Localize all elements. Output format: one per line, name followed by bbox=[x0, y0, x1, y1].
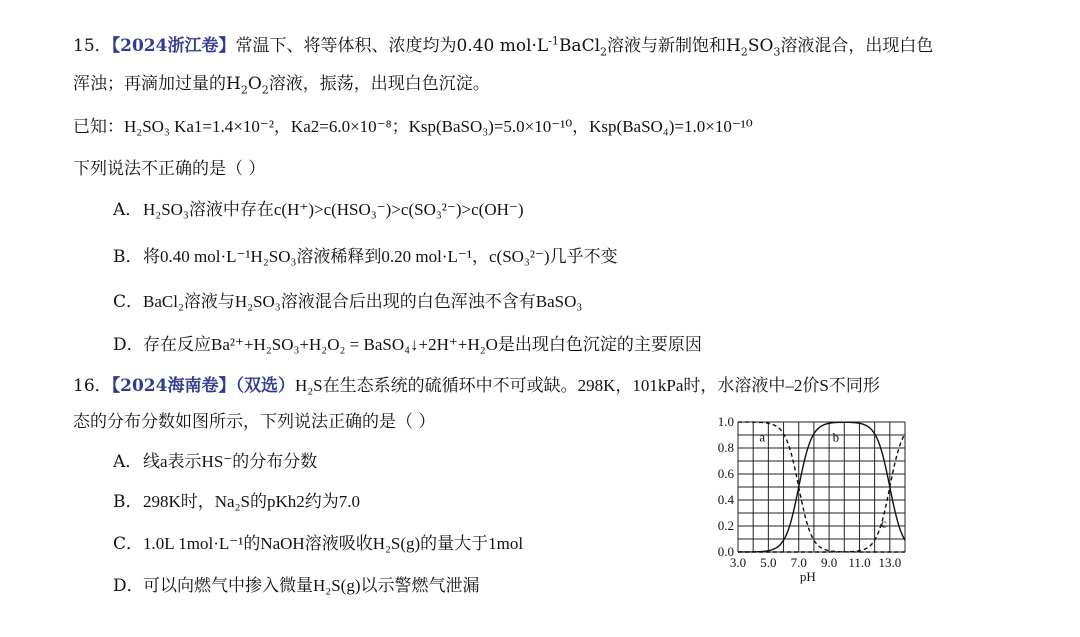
q15-known-values: H₂SO₃ Ka1=1.4×10⁻²，Ka2=6.0×10⁻⁸；Ksp(BaSO₃)=5.0×10⁻¹⁰，Ksp(BaSO₄)=1.0×10⁻¹⁰ bbox=[124, 117, 753, 136]
distribution-chart bbox=[700, 410, 930, 605]
q16-option-a bbox=[113, 450, 317, 474]
q15-option-a-text: H₂SO₃溶液中存在c(H⁺)>c(HSO₃⁻)>c(SO₃²⁻)>c(OH⁻) bbox=[143, 200, 524, 219]
q15-stem-e: 溶液混合，出现白色 bbox=[780, 36, 934, 56]
q16-stem-line1 bbox=[73, 374, 880, 398]
q15-option-d bbox=[113, 333, 702, 357]
q15-option-b-letter: B． bbox=[113, 247, 143, 267]
q16-option-b-letter: B． bbox=[113, 492, 143, 512]
q16-option-d-text: 可以向燃气中掺入微量H₂S(g)以示警燃气泄漏 bbox=[143, 576, 480, 595]
x-tick-label: 13.0 bbox=[878, 555, 902, 570]
q15-stem-sup: -1 bbox=[548, 34, 559, 48]
y-tick-label: 0.4 bbox=[717, 492, 734, 507]
y-tick-label: 0.6 bbox=[717, 466, 734, 481]
q15-option-a bbox=[113, 198, 524, 222]
q15-option-c-letter: C． bbox=[113, 292, 144, 312]
q16-stem-line2: 态的分布分数如图所示，下列说法正确的是（ ） bbox=[73, 412, 436, 432]
y-tick-label: 1.0 bbox=[717, 414, 734, 429]
series-line-c bbox=[738, 434, 905, 552]
q16-option-a-letter: A． bbox=[113, 452, 143, 472]
x-tick-label: 7.0 bbox=[790, 555, 807, 570]
q15-stem2-c: 溶液，振荡，出现白色沉淀。 bbox=[268, 74, 490, 94]
q16-option-d-letter: D． bbox=[113, 576, 144, 596]
q15-question: 下列说法不正确的是（ ） bbox=[73, 159, 266, 179]
q15-number: 15． bbox=[73, 36, 112, 56]
q15-stem-b: BaCl bbox=[558, 36, 601, 56]
q15-option-b bbox=[113, 245, 618, 269]
y-tick-label: 0.2 bbox=[717, 518, 734, 533]
chart-xlabel: pH bbox=[799, 569, 816, 584]
q15-stem-line1: 15．【2024浙江卷】常温下、将等体积、浓度均为0.40 $mol\cdot L^{-1}BaCl_2$溶液与新制饱和$H_2SO_3$溶液混合，出现白色 bbox=[73, 34, 934, 59]
q15-stem-a: 常温下、将等体积、浓度均为0.40 mol·L bbox=[235, 36, 549, 56]
q15-option-b-text: 将0.40 mol·L⁻¹H₂SO₃溶液稀释到0.20 mol·L⁻¹，c(SO₃²⁻)几乎不变 bbox=[143, 247, 618, 266]
q16-option-d bbox=[113, 574, 479, 598]
y-tick-label: 0.8 bbox=[717, 440, 734, 455]
series-label-c: c bbox=[880, 515, 887, 531]
y-tick-label: 0.0 bbox=[717, 544, 734, 559]
q16-stem-a: H₂S在生态系统的硫循环中不可或缺。298K，101kPa时，水溶液中–2价S不同形 bbox=[294, 376, 880, 395]
x-tick-label: 3.0 bbox=[729, 555, 747, 570]
q15-source: 【2024浙江卷】 bbox=[111, 36, 236, 56]
q15-stem-d: SO bbox=[747, 36, 774, 56]
q16-option-b-text: 298K时，Na₂S的pKh2约为7.0 bbox=[143, 492, 361, 511]
q16-number: 16． bbox=[73, 376, 112, 396]
q16-option-c bbox=[113, 532, 523, 556]
q16-source: 【2024海南卷】 bbox=[111, 376, 236, 396]
q16-option-c-text: 1.0L 1mol·L⁻¹的NaOH溶液吸收H₂S(g)的量大于1mol bbox=[143, 534, 524, 553]
q16-option-b bbox=[113, 490, 360, 514]
q15-stem-line2: 浑浊；再滴加过量的$H_2O_2$溶液，振荡，出现白色沉淀。 bbox=[73, 74, 490, 97]
q15-known-label: 已知： bbox=[73, 117, 124, 137]
q15-stem2-b: O bbox=[247, 74, 262, 94]
x-tick-label: 11.0 bbox=[848, 555, 871, 570]
q15-option-d-text: 存在反应Ba²⁺+H₂SO₃+H₂O₂ = BaSO₄↓+2H⁺+H₂O是出现白色沉淀的主要原因 bbox=[143, 335, 702, 354]
q15-known-line bbox=[73, 115, 753, 139]
q15-option-c bbox=[113, 290, 582, 314]
q15-stem-c: 溶液与新制饱和H bbox=[607, 36, 741, 56]
q15-stem2-a: 浑浊；再滴加过量的H bbox=[73, 74, 241, 94]
x-tick-label: 5.0 bbox=[760, 555, 777, 570]
q15-option-c-text: BaCl₂溶液与H₂SO₃溶液混合后出现的白色浑浊不含有BaSO₃ bbox=[143, 292, 583, 311]
series-label-a: a bbox=[759, 429, 766, 445]
q15-option-a-letter: A． bbox=[113, 200, 143, 220]
q15-option-d-letter: D． bbox=[113, 335, 144, 355]
q16-option-a-text: 线a表示HS⁻的分布分数 bbox=[143, 452, 318, 471]
q16-tag: （双选） bbox=[235, 376, 295, 396]
x-tick-label: 9.0 bbox=[820, 555, 838, 570]
chart-ticks bbox=[718, 414, 901, 570]
series-label-b: b bbox=[832, 429, 840, 445]
q16-option-c-letter: C． bbox=[113, 534, 144, 554]
